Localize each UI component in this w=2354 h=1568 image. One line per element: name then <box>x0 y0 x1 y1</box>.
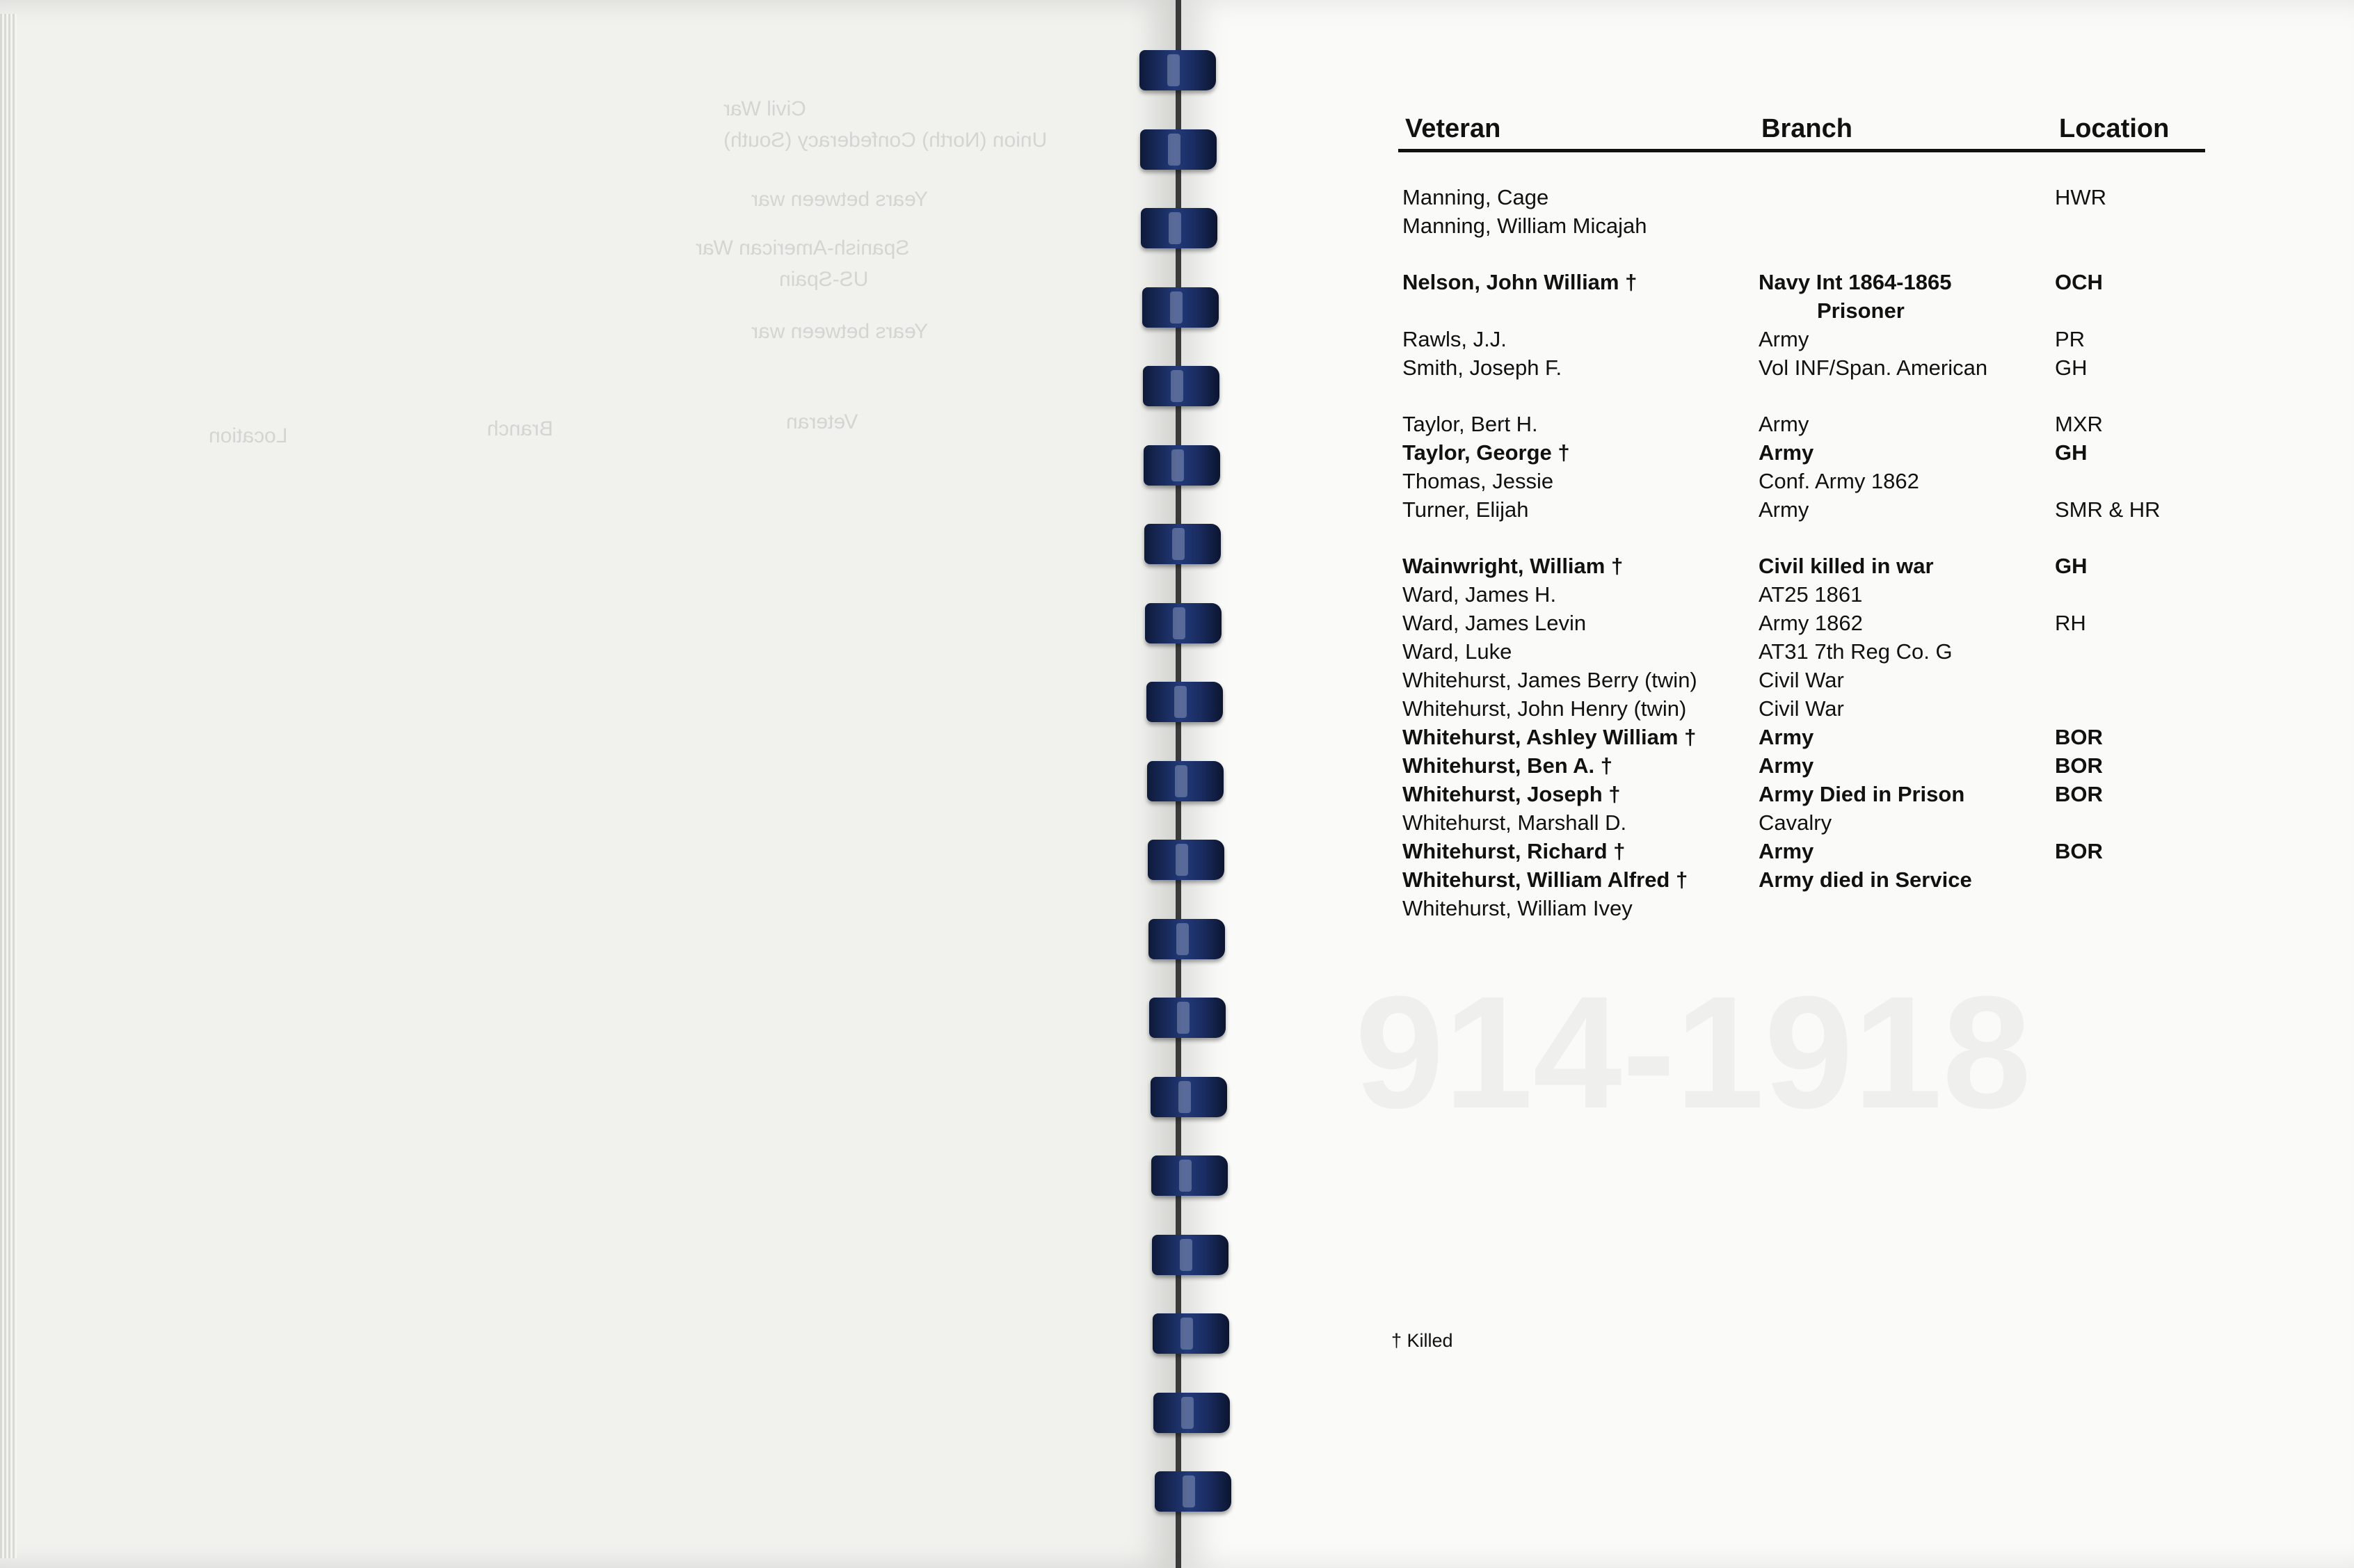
veteran-name: Whitehurst, Marshall D. <box>1402 810 1627 835</box>
binding-ring <box>1141 208 1217 248</box>
location-cell: HWR <box>2055 185 2107 209</box>
veteran-name: Ward, James Levin <box>1402 611 1587 635</box>
killed-legend: † Killed <box>1391 1330 1453 1351</box>
branch-cell: Civil killed in war <box>1759 554 1934 578</box>
location-cell: OCH <box>2055 270 2103 294</box>
table-row <box>1398 666 2205 694</box>
location-cell: BOR <box>2055 839 2103 863</box>
binding-ring <box>1153 1393 1230 1433</box>
branch-cell: Army <box>1759 497 1809 522</box>
veteran-name: Manning, William Micajah <box>1402 214 1647 238</box>
veteran-name: Ward, Luke <box>1402 639 1512 664</box>
veteran-name: Taylor, George † <box>1402 440 1570 465</box>
binding-ring <box>1144 524 1221 564</box>
table-rows <box>1398 183 2205 922</box>
veteran-name: Whitehurst, William Alfred † <box>1402 867 1688 892</box>
binding-ring <box>1151 1077 1227 1117</box>
branch-cell: AT31 7th Reg Co. G <box>1759 639 1953 664</box>
table-row <box>1398 894 2205 922</box>
table-row <box>1398 780 2205 808</box>
branch-cell: Army <box>1759 725 1814 749</box>
veteran-name: Whitehurst, Richard † <box>1402 839 1626 863</box>
table-row <box>1398 353 2205 382</box>
veteran-name: Whitehurst, Joseph † <box>1402 782 1621 806</box>
branch-subline: Prisoner <box>1817 298 1905 323</box>
table-row <box>1398 694 2205 723</box>
bleed-line: US-Spain <box>779 268 869 291</box>
table-row <box>1398 808 2205 837</box>
binding-ring <box>1148 840 1224 880</box>
table-row <box>1398 325 2205 353</box>
branch-cell: Army died in Service <box>1759 867 1972 892</box>
table-row <box>1398 865 2205 894</box>
location-cell: SMR & HR <box>2055 497 2161 522</box>
table-row <box>1398 580 2205 609</box>
table-row <box>1398 837 2205 865</box>
location-cell: GH <box>2055 440 2088 465</box>
table-row <box>1398 751 2205 780</box>
veteran-name: Smith, Joseph F. <box>1402 355 1562 380</box>
branch-cell: Army <box>1759 753 1814 778</box>
binding-ring <box>1144 445 1220 486</box>
binding-ring <box>1147 761 1224 801</box>
table-row <box>1398 410 2205 438</box>
header-veteran: Veteran <box>1405 114 1501 143</box>
header-location: Location <box>2059 114 2170 143</box>
table-row <box>1398 552 2205 580</box>
binding-ring <box>1153 1313 1229 1354</box>
bleed-line: Union (North) Confederacy (South) <box>723 129 1048 152</box>
veteran-name: Whitehurst, Ashley William † <box>1402 725 1697 749</box>
branch-cell: Navy Int 1864-1865 <box>1759 270 1952 294</box>
location-cell: MXR <box>2055 412 2103 436</box>
table-row <box>1398 637 2205 666</box>
binding-ring <box>1152 1235 1228 1275</box>
binding-ring <box>1143 366 1219 406</box>
veteran-name: Turner, Elijah <box>1402 497 1529 522</box>
location-cell: PR <box>2055 327 2085 351</box>
page-edge-stack <box>0 14 17 1558</box>
table-row <box>1398 438 2205 467</box>
veteran-name: Whitehurst, James Berry (twin) <box>1402 668 1697 692</box>
header-branch: Branch <box>1761 114 1852 143</box>
binding-ring <box>1142 287 1219 328</box>
veteran-name: Manning, Cage <box>1402 185 1549 209</box>
branch-cell: Army 1862 <box>1759 611 1863 635</box>
branch-cell: Army Died in Prison <box>1759 782 1965 806</box>
table-row <box>1398 495 2205 524</box>
veteran-name: Whitehurst, William Ivey <box>1402 896 1633 920</box>
veteran-name: Ward, James H. <box>1402 582 1557 607</box>
location-cell: GH <box>2055 554 2088 578</box>
branch-cell: Army <box>1759 839 1814 863</box>
table-row <box>1398 723 2205 751</box>
table-header <box>1398 104 2205 152</box>
location-cell: BOR <box>2055 782 2103 806</box>
veteran-name: Nelson, John William † <box>1402 270 1638 294</box>
binding-ring <box>1155 1471 1231 1512</box>
branch-cell: Civil War <box>1759 668 1844 692</box>
bleed-line: Veteran <box>786 410 858 433</box>
location-cell: RH <box>2055 611 2086 635</box>
binding-ring <box>1140 129 1217 170</box>
veteran-name: Whitehurst, Ben A. † <box>1402 753 1612 778</box>
bleed-line: Location <box>209 424 288 447</box>
veteran-name: Wainwright, William † <box>1402 554 1624 578</box>
veteran-table <box>1398 104 2205 922</box>
bleed-line: Years between war <box>751 188 929 211</box>
branch-cell: Civil War <box>1759 696 1844 721</box>
branch-cell: Army <box>1759 327 1809 351</box>
table-row <box>1398 609 2205 637</box>
table-row <box>1398 183 2205 211</box>
binding-ring <box>1146 682 1223 722</box>
bleed-line: Civil War <box>723 97 806 120</box>
branch-cell: Conf. Army 1862 <box>1759 469 1919 493</box>
veteran-name: Thomas, Jessie <box>1402 469 1554 493</box>
spiral-binding <box>1113 0 1252 1568</box>
location-cell: BOR <box>2055 753 2103 778</box>
binding-ring <box>1145 603 1222 643</box>
branch-cell: Army <box>1759 440 1814 465</box>
veteran-name: Whitehurst, John Henry (twin) <box>1402 696 1687 721</box>
branch-cell: Army <box>1759 412 1809 436</box>
binding-ring <box>1149 998 1226 1038</box>
bleed-line: Branch <box>487 417 554 440</box>
left-page <box>0 0 1176 1568</box>
location-cell: GH <box>2055 355 2088 380</box>
veteran-name: Rawls, J.J. <box>1402 327 1507 351</box>
bleed-through-years: 914-1918 <box>1355 963 2031 1142</box>
location-cell: BOR <box>2055 725 2103 749</box>
table-row <box>1398 211 2205 240</box>
table-row <box>1398 467 2205 495</box>
veteran-name: Taylor, Bert H. <box>1402 412 1538 436</box>
bleed-line: Years between war <box>751 320 929 343</box>
bleed-line: Spanish-American War <box>696 237 910 259</box>
table-row <box>1398 268 2205 323</box>
branch-cell: AT25 1861 <box>1759 582 1863 607</box>
binding-ring <box>1139 50 1216 90</box>
binding-ring <box>1151 1155 1228 1196</box>
branch-cell: Vol INF/Span. American <box>1759 355 1988 380</box>
branch-cell: Cavalry <box>1759 810 1832 835</box>
binding-ring <box>1148 919 1225 959</box>
